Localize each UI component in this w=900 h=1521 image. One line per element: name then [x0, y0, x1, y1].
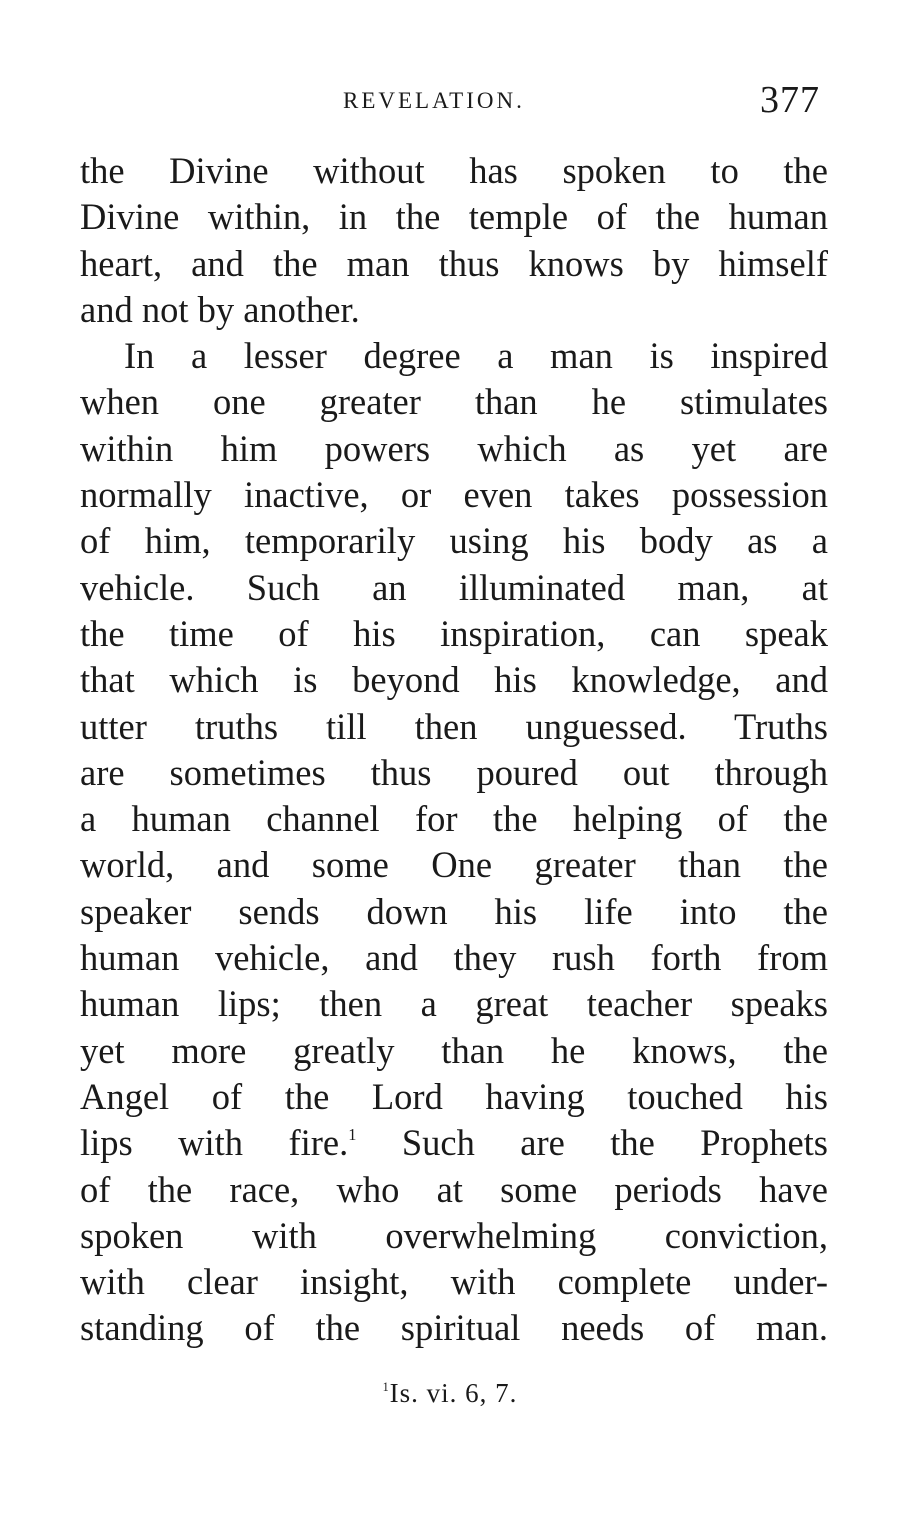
- text-line: vehicle. Such an illuminated man, at: [80, 566, 828, 608]
- text-line: human vehicle, and they rush forth from: [80, 937, 828, 979]
- text-line: Divine within, in the temple of the human: [80, 196, 828, 238]
- text-line: Angel of the Lord having touched his: [80, 1075, 828, 1117]
- text-line: spoken with overwhelming conviction,: [80, 1214, 828, 1256]
- footnote-reference[interactable]: 1: [348, 1125, 357, 1145]
- text-line: are sometimes thus poured out through: [80, 751, 828, 793]
- text-line: with clear insight, with complete under-: [80, 1261, 828, 1303]
- text-line: and not by another.: [80, 288, 360, 330]
- footnote-marker: 1: [382, 1380, 390, 1395]
- text-line: when one greater than he stimulates: [80, 381, 828, 423]
- paragraph-1: [80, 148, 828, 333]
- text-segment: Such are the Prophets: [356, 1122, 828, 1164]
- text-line-with-footnote-ref: [80, 1120, 828, 1166]
- text-line: standing of the spiritual needs of man.: [80, 1307, 828, 1349]
- running-title: REVELATION.: [343, 88, 525, 113]
- paragraph-2: [80, 333, 828, 1352]
- text-line: of him, temporarily using his body as a: [80, 520, 828, 562]
- body-text: [80, 148, 828, 1352]
- text-line: the time of his inspiration, can speak: [80, 612, 828, 654]
- text-line: utter truths till then unguessed. Truths: [80, 705, 828, 747]
- footnote: [0, 1378, 900, 1409]
- text-line: that which is beyond his knowledge, and: [80, 659, 828, 701]
- text-line: heart, and the man thus knows by himself: [80, 242, 828, 284]
- text-line: speaker sends down his life into the: [80, 890, 828, 932]
- page-number: 377: [760, 79, 820, 121]
- text-segment: lips with fire.: [80, 1122, 349, 1164]
- text-line: the Divine without has spoken to the: [80, 150, 828, 191]
- text-line: within him powers which as yet are: [80, 427, 828, 469]
- footnote-text: Is. vi. 6, 7.: [389, 1378, 518, 1408]
- text-line: normally inactive, or even takes possession: [80, 474, 828, 516]
- text-line: human lips; then a great teacher speaks: [80, 983, 828, 1025]
- text-line: yet more greatly than he knows, the: [80, 1029, 828, 1071]
- text-line: world, and some One greater than the: [80, 844, 828, 886]
- text-line: a human channel for the helping of the: [80, 798, 828, 840]
- text-line: In a lesser degree a man is inspired: [124, 335, 828, 377]
- running-head: [0, 78, 900, 128]
- text-line: of the race, who at some periods have: [80, 1168, 828, 1210]
